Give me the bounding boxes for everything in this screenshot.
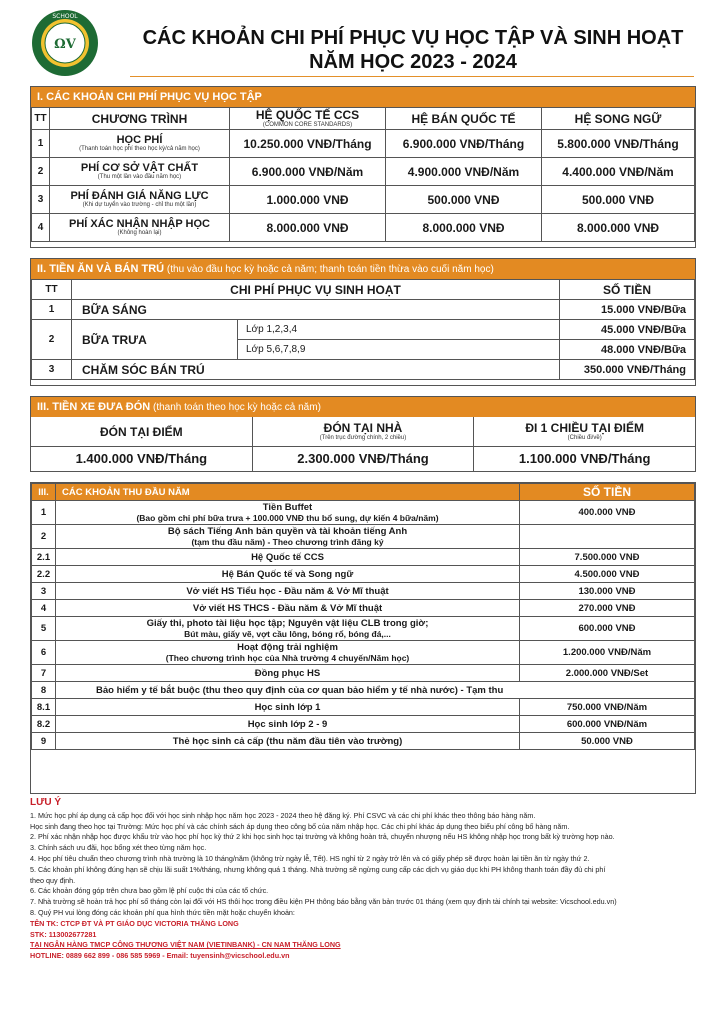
col-amount: SỐ TIỀN	[560, 280, 695, 300]
section-learning-costs	[30, 86, 696, 248]
table-row: 2 BỮA TRƯA Lớp 1,2,3,4 45.000 VNĐ/Bữa	[32, 320, 695, 340]
section-start-of-year-fees	[30, 482, 696, 794]
col-amount: SỐ TIỀN	[520, 484, 695, 501]
note-line: 6. Các khoản đóng góp trên chưa bao gồm lệ phí cuộc thi của các tổ chức.	[30, 886, 269, 896]
table-row: 8 Bảo hiểm y tế bắt buộc (thu theo quy định của cơ quan bảo hiểm y tế nhà nước) - Tạm thu	[32, 682, 695, 699]
table-row: 3 PHÍ ĐÁNH GIÁ NĂNG LỰC (Khi dự tuyển vào trường - chỉ thu một lần) 1.000.000 VNĐ 500.000 VNĐ 500.000 VNĐ	[32, 186, 695, 214]
note-line: 3. Chính sách ưu đãi, học bổng xét theo từng năm học.	[30, 843, 207, 853]
table-row: 5 Giấy thi, photo tài liệu học tập; Nguyên vật liệu CLB trong giờ; Bút màu, giấy vẽ, vợt cầu lông, bóng rổ, bóng đá,... 600.000 VNĐ	[32, 617, 695, 641]
note-line: Học sinh đang theo học tại Trường: Mức học phí và các chính sách áp dụng theo công bố của năm nhập học. Các chi phí khác áp dụng theo biểu phí công bố hàng năm.	[30, 821, 570, 831]
table-row: Lớp 5,6,7,8,9 48.000 VNĐ/Bữa	[32, 340, 695, 360]
header	[30, 8, 694, 78]
bank-info-line: STK: 113002677281	[30, 929, 97, 939]
section-heading: I. CÁC KHOẢN CHI PHÍ PHỤC VỤ HỌC TẬP	[31, 87, 695, 107]
svg-text:SCHOOL: SCHOOL	[52, 13, 78, 20]
table-row: 4 Vở viết HS THCS - Đầu năm & Vở Mĩ thuật 270.000 VNĐ	[32, 600, 695, 617]
table-row: 1 Tiền Buffet (Bao gồm chi phí bữa trưa + 100.000 VNĐ thu bổ sung, dự kiến 4 bữa/năm) 400.000 VNĐ	[32, 501, 695, 525]
section-heading: III. TIỀN XE ĐƯA ĐÓN (thanh toán theo học kỳ hoặc cả năm)	[31, 397, 695, 417]
note-line: 2. Phí xác nhận nhập học được khấu trừ vào học phí học kỳ thứ 2 khi học sinh học tại trường và không hoàn trả, chuyển nhượng nếu HS không nhập học trong bất kỳ trường hợp nào.	[30, 832, 615, 842]
bank-info-line: TÊN TK: CTCP ĐT VÀ PT GIÁO DỤC VICTORIA THĂNG LONG	[30, 918, 239, 928]
notes-title: LƯU Ý	[30, 797, 62, 808]
note-line: 4. Học phí tiêu chuẩn theo chương trình nhà trường là 10 tháng/năm (không trừ ngày lễ, Tết). HS nghỉ từ 2 ngày trở lên và có giấy phép sẽ được hoàn lại tiền ăn từ ngày thứ 2.	[30, 853, 590, 863]
learning-costs-table	[31, 107, 695, 242]
notes	[30, 798, 710, 962]
table-row: 2.2 Hệ Bán Quốc tế và Song ngữ 4.500.000 VNĐ	[32, 566, 695, 583]
bank-info-line: HOTLINE: 0889 662 899 - 086 585 5969 - Email: tuyensinh@vicschool.edu.vn	[30, 951, 290, 961]
note-line: theo quy định.	[30, 875, 76, 885]
col-semi-international: HỆ BÁN QUỐC TẾ	[386, 108, 542, 130]
note-line: 7. Nhà trường sẽ hoàn trả học phí số tháng còn lại đối với HS thôi học trong điều kiện PH thông báo bằng văn bản trước 01 tháng (xem quy định tài chính tại website: Vicschool.edu.vn)	[30, 897, 617, 907]
transport-options	[31, 417, 695, 471]
title-divider	[130, 76, 694, 77]
start-of-year-table: III. CÁC KHOẢN THU ĐẦU NĂM SỐ TIỀN 1 Tiền Buffet (Bao gồm chi phí bữa trưa + 100.000 VNĐ thu bổ sung, dự kiến 4 bữa/năm) 400.000 VNĐ 2 Bộ sách Tiếng Anh bản quyền và tài khoản tiếng Anh (tạm thu đầu năm) - Theo chương trình đăng ký 2.1 Hệ Quốc tế CCS 7.500.000 VNĐ 2.2 Hệ Bán Quốc tế và Song ngữ 4.500.000 VNĐ 3 Vở viết HS Tiểu học - Đầu năm & Vở Mĩ thuật 130.000 VNĐ 4 Vở viết HS THCS - Đầu năm & Vở Mĩ thuật 270.000 VNĐ 5 Giấy thi, photo tài liệu học tập; Nguyên vật liệu CLB trong giờ; Bút màu, giấy vẽ, vợt cầu lông, bóng rổ, bóng đá,... 600.000 VNĐ 6 Hoạt động trải nghiệm (Theo chương trình học của Nhà trường 4 chuyến/Năm học) 1.200.000 VNĐ/Năm 7 Đồng phục HS 2.000.000 VNĐ/Set 8 Bảo hiểm y tế bắt buộc (thu theo quy định của cơ quan bảo hiểm y tế nhà nước) - Tạm thu 8.1 Học sinh lớp 1 750.000 VNĐ/Năm 8.2 Học sinh lớp 2 - 9 600.000 VNĐ/Năm 9 Thẻ học sinh cả cấp (thu năm đầu tiên vào trường) 50.000 VNĐ	[31, 483, 695, 750]
meals-table	[31, 279, 695, 380]
table-row: 8.2 Học sinh lớp 2 - 9 600.000 VNĐ/Năm	[32, 716, 695, 733]
col-bilingual: HỆ SONG NGỮ	[542, 108, 695, 130]
note-line: 5. Các khoản phí không đúng hạn sẽ chịu lãi suất 1%/tháng, nhưng không quá 1 tháng. Nhà trường sẽ ngừng cung cấp các dịch vụ giáo dục khi PH không thanh toán đầy đủ chi phí	[30, 864, 606, 874]
table-row: 9 Thẻ học sinh cả cấp (thu năm đầu tiên vào trường) 50.000 VNĐ	[32, 733, 695, 750]
section-heading: CÁC KHOẢN THU ĐẦU NĂM	[56, 484, 520, 501]
transport-option: ĐÓN TẠI NHÀ (Trên trục đường chính, 2 chiều) 2.300.000 VNĐ/Tháng	[253, 417, 475, 471]
col-ccs: HỆ QUỐC TẾ CCS (COMMON CORE STANDARDS)	[230, 108, 386, 130]
table-row: 6 Hoạt động trải nghiệm (Theo chương trình học của Nhà trường 4 chuyến/Năm học) 1.200.000 VNĐ/Năm	[32, 641, 695, 665]
table-row: 8.1 Học sinh lớp 1 750.000 VNĐ/Năm	[32, 699, 695, 716]
school-logo-icon	[30, 8, 100, 78]
table-row: 1 BỮA SÁNG 15.000 VNĐ/Bữa	[32, 300, 695, 320]
transport-option: ĐÓN TẠI ĐIỂM 1.400.000 VNĐ/Tháng	[31, 417, 253, 471]
page-title: CÁC KHOẢN CHI PHÍ PHỤC VỤ HỌC TẬP VÀ SINH HOẠT NĂM HỌC 2023 - 2024	[142, 27, 684, 73]
table-row: 3 Vở viết HS Tiểu học - Đầu năm & Vở Mĩ thuật 130.000 VNĐ	[32, 583, 695, 600]
col-program: CHƯƠNG TRÌNH	[50, 108, 230, 130]
section-heading: II. TIỀN ĂN VÀ BÁN TRÚ (thu vào đầu học kỳ hoặc cả năm; thanh toán tiền thừa vào cuối năm học)	[31, 259, 695, 279]
table-row: 3 CHĂM SÓC BÁN TRÚ 350.000 VNĐ/Tháng	[32, 360, 695, 380]
table-row: 7 Đồng phục HS 2.000.000 VNĐ/Set	[32, 665, 695, 682]
bank-info-line: TẠI NGÂN HÀNG TMCP CÔNG THƯƠNG VIỆT NAM (VIETINBANK) - CN NAM THĂNG LONG	[30, 940, 341, 950]
section-transport	[30, 396, 696, 472]
note-line: 8. Quý PH vui lòng đóng các khoản phí qua hình thức tiền mặt hoặc chuyển khoản:	[30, 907, 295, 917]
table-row: 2 PHÍ CƠ SỞ VẬT CHẤT (Thu một lần vào đầu năm học) 6.900.000 VNĐ/Năm 4.900.000 VNĐ/Năm 4.400.000 VNĐ/Năm	[32, 158, 695, 186]
table-row: 2.1 Hệ Quốc tế CCS 7.500.000 VNĐ	[32, 549, 695, 566]
note-line: 1. Mức học phí áp dụng cả cấp học đối với học sinh nhập học năm học 2023 - 2024 theo hệ đăng ký. Phí CSVC và các chi phí khác theo thông báo hàng năm.	[30, 810, 536, 820]
col-cost: CHI PHÍ PHỤC VỤ SINH HOẠT	[72, 280, 560, 300]
col-tt: TT	[32, 280, 72, 300]
section-meals-boarding	[30, 258, 696, 386]
svg-text:ΩV: ΩV	[54, 37, 76, 52]
table-row: 1 HỌC PHÍ (Thanh toán học phí theo học kỳ/cả năm học) 10.250.000 VNĐ/Tháng 6.900.000 VNĐ/Tháng 5.800.000 VNĐ/Tháng	[32, 130, 695, 158]
col-tt: TT	[32, 108, 50, 130]
table-row: 2 Bộ sách Tiếng Anh bản quyền và tài khoản tiếng Anh (tạm thu đầu năm) - Theo chương trình đăng ký	[32, 525, 695, 549]
transport-option: ĐI 1 CHIỀU TẠI ĐIỂM (Chiều đi/về) 1.100.000 VNĐ/Tháng	[474, 417, 695, 471]
table-row: 4 PHÍ XÁC NHẬN NHẬP HỌC (Không hoàn lại) 8.000.000 VNĐ 8.000.000 VNĐ 8.000.000 VNĐ	[32, 214, 695, 242]
